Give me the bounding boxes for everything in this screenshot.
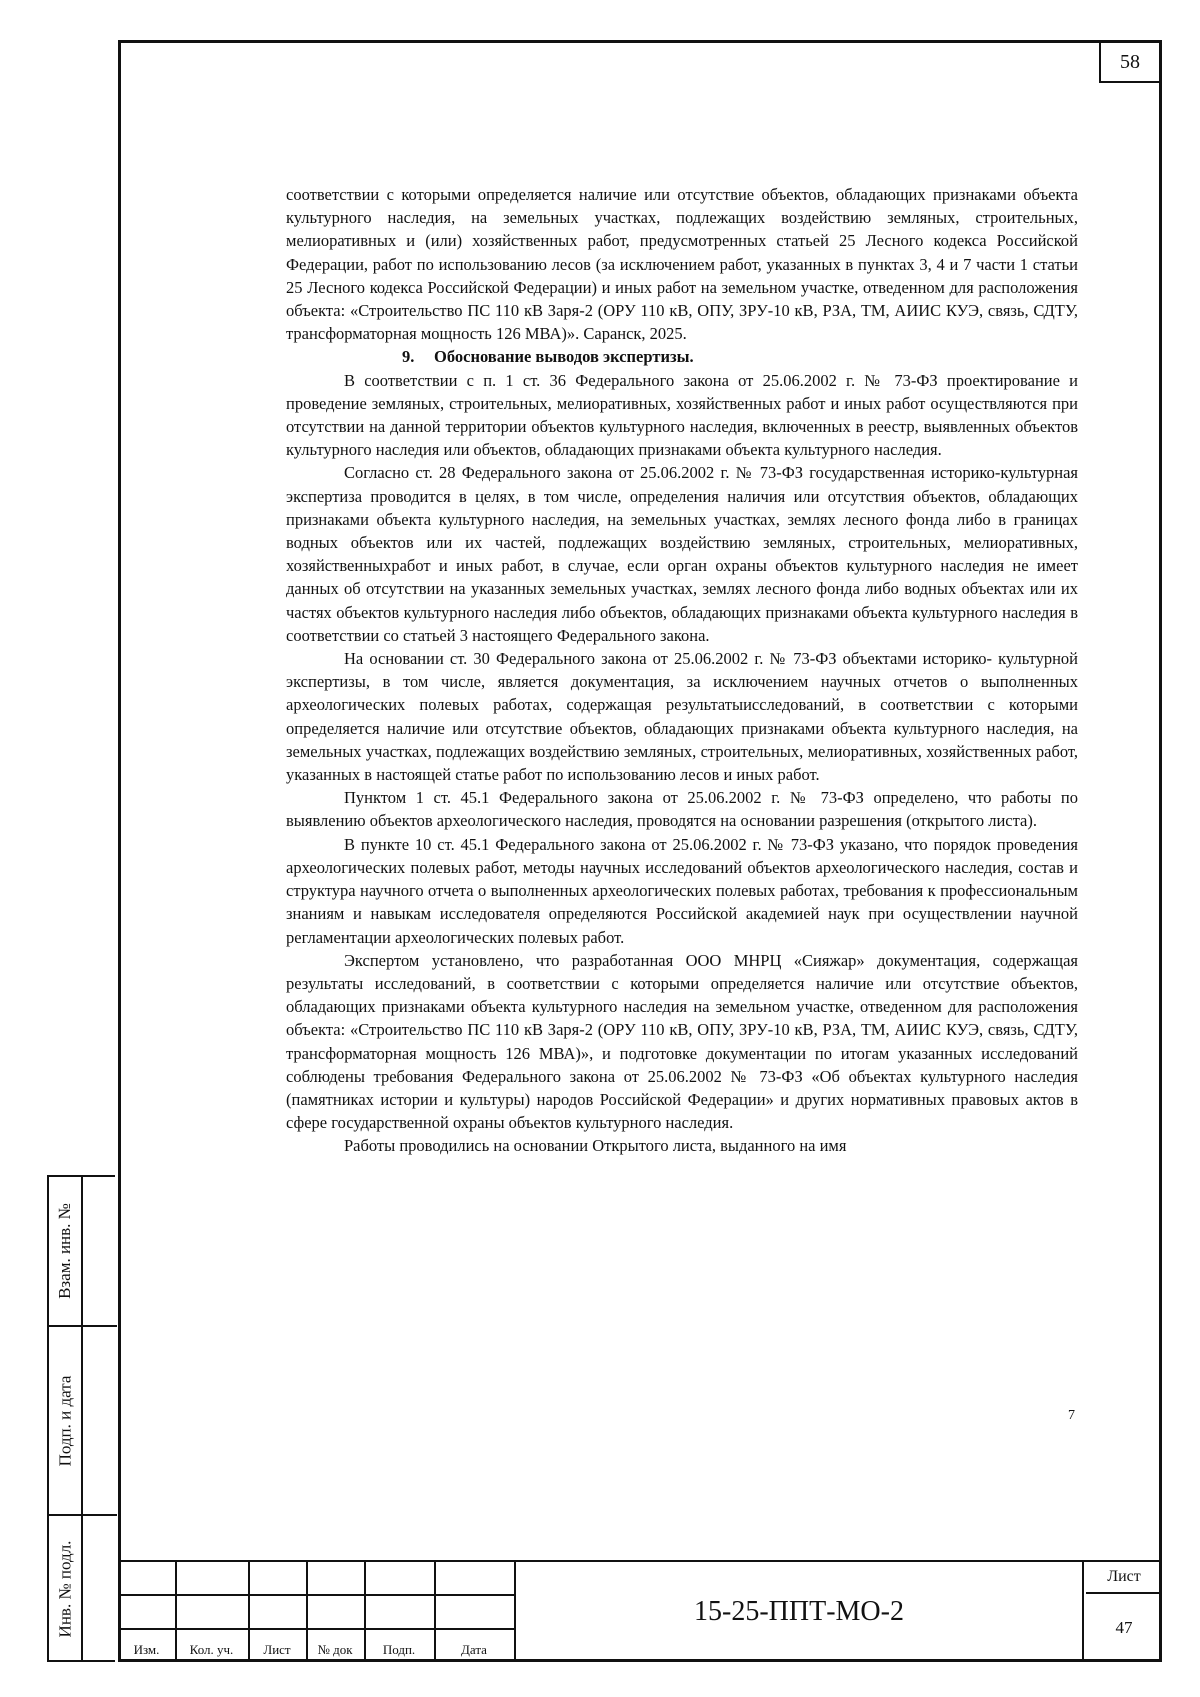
side-label-podp: Подп. и дата <box>55 1375 75 1466</box>
side-cell-podp <box>49 1327 117 1516</box>
side-label-vzam: Взам. инв. № <box>55 1203 74 1299</box>
paragraph-2: В соответствии с п. 1 ст. 36 Федерального закона от 25.06.2002 г. № 73-ФЗ проектирование и проведение земляных, строительных, мелиоративных, хозяйственных работ и иных работ осуществляются при отсутствии на данной территории объектов культурного наследия, включенных в реестр, выявленных объектов культурного наследия или объектов, обладающих признаками объекта культурного наследия. <box>286 370 1078 460</box>
paragraph-3: Согласно ст. 28 Федерального закона от 25.06.2002 г. № 73-ФЗ государственная историко-культурная экспертиза проводится в целях, в том числе, определения наличия или отсутствия объектов, обладающих признаками объекта культурного наследия, на земельных участках, землях лесного фонда либо в границах водных объектов или их частей, подлежащих воздействию земляных, строительных, мелиоративных, хозяйственныхработ и иных работ, в случае, если орган охраны объектов культурного наследия не имеет данных об отсутствии на указанных земельных участках, землях лесного фонда либо водных объектах или их частях объектов культурного наследия либо объектов, обладающих признаками объекта культурного наследия в соответствии со статьей 3 настоящего Федерального закона. <box>286 463 1078 645</box>
sheet-box <box>1086 1562 1162 1662</box>
section-title: Обоснование выводов экспертизы. <box>434 347 694 367</box>
document-body <box>286 183 1078 1158</box>
sheet-label: Лист <box>1086 1562 1162 1594</box>
section-heading <box>286 345 1078 368</box>
col-izm: Изм. <box>133 1642 160 1657</box>
col-list: Лист <box>263 1642 291 1657</box>
paragraph-4: На основании ст. 30 Федерального закона от 25.06.2002 г. № 73-ФЗ объектами историко- культурной экспертизы, в том числе, является документация, за исключением научных отчетов о выполненных археологических полевых работах, содержащая результатыисследований, в соответствии с которыми определяется наличие или отсутствие объектов, обладающих признаками объекта культурного наследия, на земельных участках, подлежащих воздействию земляных, строительных, мелиоративных, хозяйственных работ, указанных в настоящей статье работ по использованию лесов и иных работ. <box>286 649 1078 785</box>
col-ndok: № док <box>317 1642 353 1657</box>
document-code: 15-25-ППТ-МО-2 <box>514 1562 1084 1662</box>
section-number: 9. <box>402 347 415 367</box>
side-label-inv: Инв. № подл. <box>55 1540 74 1638</box>
side-cell-inv <box>49 1516 117 1662</box>
side-stamp <box>47 1175 115 1662</box>
inner-page-number: 7 <box>1068 1408 1075 1423</box>
paragraph-7: Экспертом установлено, что разработанная ООО МНРЦ «Сияжар» документация, содержащая результаты исследований, в соответствии с которыми определяется наличие или отсутствие объектов, обладающих признаками объекта культурного наследия на земельном участке, отведенном для расположения объекта: «Строительство ПС 110 кВ Заря-2 (ОРУ 110 кВ, ОПУ, ЗРУ-10 кВ, РЗА, ТМ, АИИС КУЭ, связь, СДТУ, трансформаторная мощность 126 МВА)», и подготовке документации по итогам указанных исследований соблюдены требования Федерального закона от 25.06.2002 № 73-ФЗ «Об объектах культурного наследия (памятниках истории и культуры) народов Российской Федерации» и других нормативных правовых актов в сфере государственной охраны объектов культурного наследия. <box>286 950 1078 1133</box>
title-block <box>118 1560 1162 1662</box>
col-podp: Подп. <box>382 1642 416 1657</box>
side-cell-vzam <box>49 1177 117 1327</box>
paragraph-8: Работы проводились на основании Открытого листа, выданного на имя <box>344 1136 847 1156</box>
col-data: Дата <box>461 1642 487 1657</box>
col-kol: Кол. уч. <box>189 1642 234 1657</box>
paragraph-5: Пунктом 1 ст. 45.1 Федерального закона от 25.06.2002 г. № 73-ФЗ определено, что работы по выявлению объектов археологического наследия, проводятся на основании разрешения (открытого листа). <box>286 788 1078 831</box>
sheet-number: 58 <box>1099 43 1159 83</box>
paragraph-6: В пункте 10 ст. 45.1 Федерального закона от 25.06.2002 г. № 73-ФЗ указано, что порядок проведения археологических полевых работ, методы научных исследований объектов археологического наследия, состав и структура научного отчета о выполненных археологических полевых работах, требования к профессиональным знаниям и навыкам исследователя определяются Российской академией наук при осуществлении научной регламентации археологических полевых работ. <box>286 834 1078 947</box>
sheet-value: 47 <box>1115 1618 1133 1637</box>
revision-grid <box>118 1562 514 1662</box>
paragraph-1: соответствии с которыми определяется наличие или отсутствие объектов, обладающих признаками объекта культурного наследия, на земельных участках, подлежащих воздействию земляных, строительных, мелиоративных и (или) хозяйственных работ, предусмотренных статьей 25 Лесного кодекса Российской Федерации, работ по использованию лесов (за исключением работ, указанных в пунктах 3, 4 и 7 части 1 статьи 25 Лесного кодекса Российской Федерации) и иных работ на земельном участке, отведенном для расположения объекта: «Строительство ПС 110 кВ Заря-2 (ОРУ 110 кВ, ОПУ, ЗРУ-10 кВ, РЗА, ТМ, АИИС КУЭ, связь, СДТУ, трансформаторная мощность 126 МВА)». Саранск, 2025. <box>286 185 1078 344</box>
